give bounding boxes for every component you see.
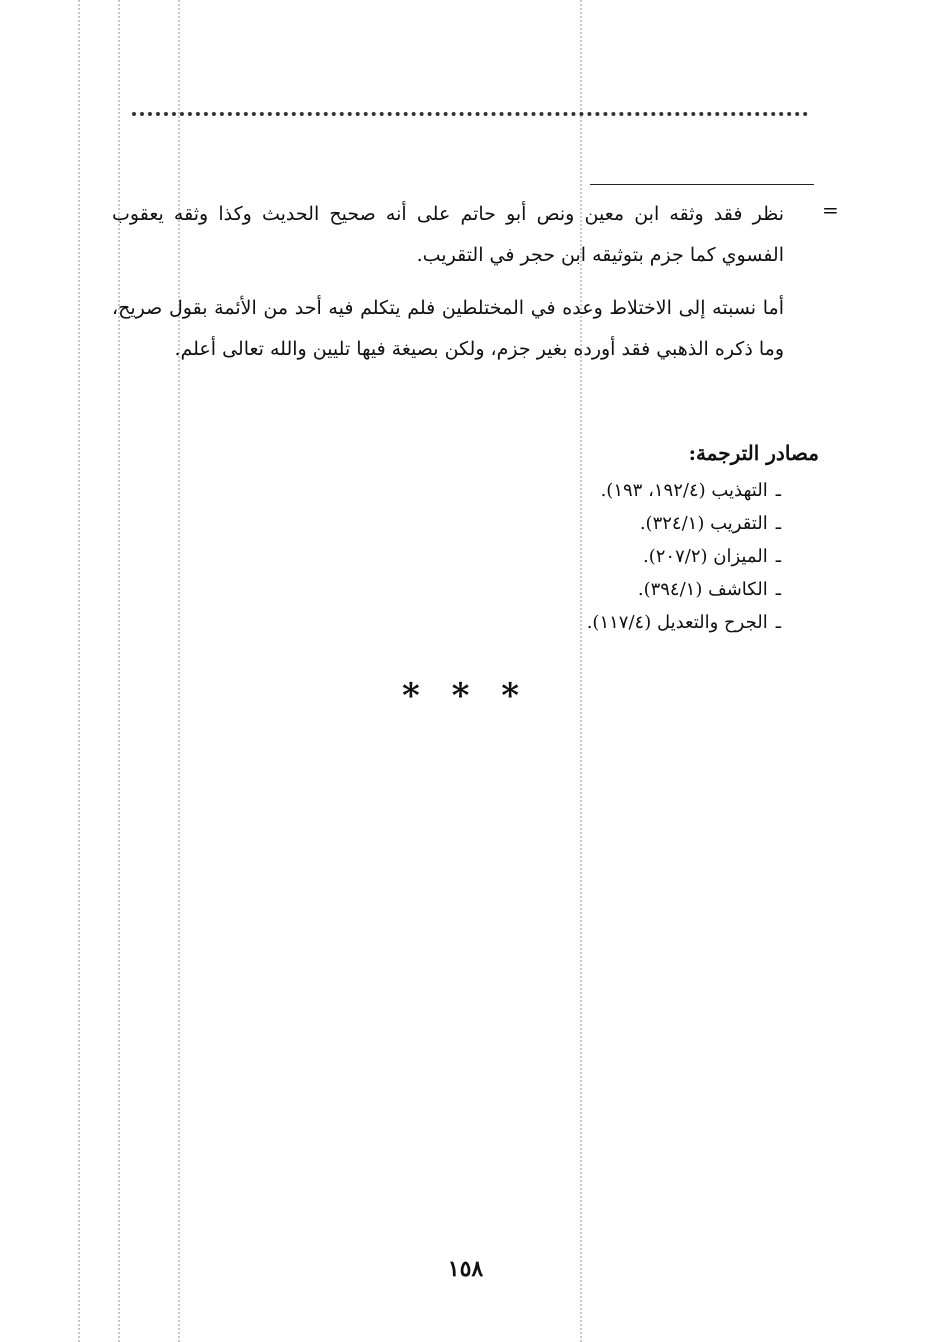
list-item	[587, 474, 781, 507]
sources-heading: مصادر الترجمة:	[688, 441, 819, 465]
sources-list	[587, 474, 781, 639]
source-entry: التهذيب (١٩٢/٤، ١٩٣).	[600, 480, 768, 501]
source-entry: التقريب (٣٢٤/١).	[639, 513, 768, 534]
page-number: ١٥٨	[447, 1256, 484, 1282]
list-dash: ـ	[775, 513, 781, 534]
list-dash: ـ	[775, 546, 781, 567]
list-dash: ـ	[775, 480, 781, 501]
body-paragraph: أما نسبته إلى الاختلاط وعده في المختلطين فلم يتكلم فيه أحد من الأئمة بقول صريح، وما ذكره الذهبي فقد أورده بغير جزم، ولكن بصيغة فيها تليين والله تعالى أعلم.	[112, 297, 784, 360]
list-item	[587, 540, 781, 573]
dotted-separator	[132, 112, 808, 116]
footnote-rule	[590, 184, 814, 185]
list-item	[587, 573, 781, 606]
source-entry: الميزان (٢٠٧/٢).	[643, 546, 768, 567]
source-entry: الجرح والتعديل (١١٧/٤).	[586, 612, 768, 633]
source-entry: الكاشف (٣٩٤/١).	[637, 579, 768, 600]
list-dash: ـ	[775, 612, 781, 633]
list-item	[587, 507, 781, 540]
list-dash: ـ	[775, 579, 781, 600]
section-divider: * * *	[401, 676, 529, 716]
footnote-text: نظر فقد وثقه ابن معين ونص أبو حاتم على أنه صحيح الحديث وكذا وثقه يعقوب الفسوي كما جزم بتوثيقه ابن حجر في التقريب.	[112, 203, 784, 266]
scan-artifact-dots	[78, 0, 80, 1342]
list-item	[587, 606, 781, 639]
continuation-mark: =	[822, 198, 839, 222]
